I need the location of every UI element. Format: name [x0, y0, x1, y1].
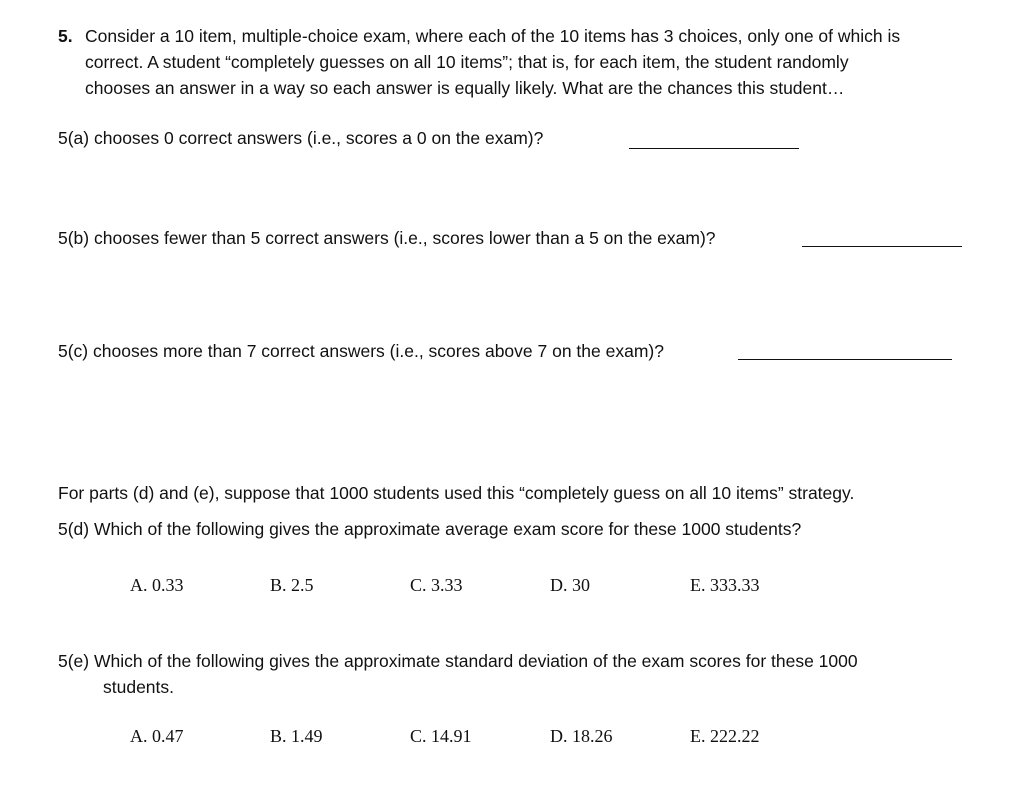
part-e-choice-d[interactable]: D. 18.26 — [550, 726, 613, 746]
part-d-choice-a[interactable]: A. 0.33 — [130, 575, 184, 595]
part-b-text: 5(b) chooses fewer than 5 correct answers (i.e., scores lower than a 5 on the exam)? — [58, 228, 716, 248]
parts-de-intro: For parts (d) and (e), suppose that 1000 students used this “completely guess on all 10 items” strategy. — [58, 483, 855, 503]
part-e-choice-e[interactable]: E. 222.22 — [690, 726, 760, 746]
question-intro-line-3: chooses an answer in a way so each answer is equally likely. What are the chances this student… — [85, 78, 845, 98]
part-a-answer-blank[interactable] — [629, 148, 799, 149]
part-a-text: 5(a) chooses 0 correct answers (i.e., scores a 0 on the exam)? — [58, 128, 544, 148]
part-e-choice-a[interactable]: A. 0.47 — [130, 726, 184, 746]
part-d-choice-b[interactable]: B. 2.5 — [270, 575, 314, 595]
part-d-choice-c[interactable]: C. 3.33 — [410, 575, 463, 595]
part-c-text: 5(c) chooses more than 7 correct answers (i.e., scores above 7 on the exam)? — [58, 341, 664, 361]
part-c-answer-blank[interactable] — [738, 359, 952, 360]
part-e-text-line-1: 5(e) Which of the following gives the approximate standard deviation of the exam scores for these 1000 — [58, 651, 858, 671]
question-intro-line-1: Consider a 10 item, multiple-choice exam, where each of the 10 items has 3 choices, only one of which is — [85, 26, 901, 46]
part-e-choice-c[interactable]: C. 14.91 — [410, 726, 472, 746]
question-intro-line-2: correct. A student “completely guesses on all 10 items”; that is, for each item, the student randomly — [85, 52, 849, 72]
part-e-text-line-2: students. — [103, 677, 175, 697]
part-e-choice-b[interactable]: B. 1.49 — [270, 726, 323, 746]
part-b-answer-blank[interactable] — [802, 246, 962, 247]
question-number: 5. — [58, 26, 73, 46]
part-d-choice-d[interactable]: D. 30 — [550, 575, 590, 595]
part-d-choice-e[interactable]: E. 333.33 — [690, 575, 760, 595]
part-d-text: 5(d) Which of the following gives the approximate average exam score for these 1000 students? — [58, 519, 802, 539]
